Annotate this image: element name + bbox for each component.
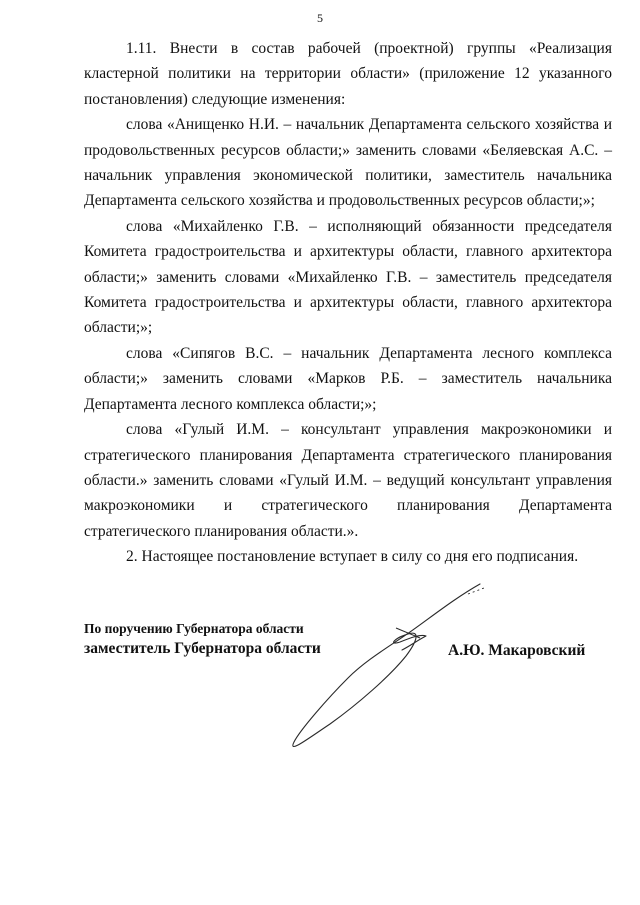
document-body bbox=[84, 36, 612, 570]
page-number: 5 bbox=[317, 11, 323, 25]
handwritten-signature-icon bbox=[270, 580, 490, 750]
paragraph-replace-mikhaylenko: слова «Михайленко Г.В. – исполняющий обязанности председателя Комитета градостроительства и архитектуры области, главного архитектора области;» заменить словами «Михайленко Г.В. – заместитель председателя Комитета градостроительства и архитектуры области, главного архитектора области;»; bbox=[84, 217, 612, 337]
signature-authority-line: По поручению Губернатора области bbox=[84, 621, 304, 636]
paragraph-replace-sipyagov: слова «Сипягов В.С. – начальник Департамента лесного комплекса области;» заменить словами «Марков Р.Б. – заместитель начальника Департамента лесного комплекса области;»; bbox=[84, 344, 612, 413]
signature-position-line: заместитель Губернатора области bbox=[84, 640, 321, 657]
paragraph-replace-guly: слова «Гулый И.М. – консультант управления макроэкономики и стратегического планирования Департамента стратегического планирования области.» заменить словами «Гулый И.М. – ведущий консультант управления макроэкономики и стратегического планирования Департамента стратегического планирования области.». bbox=[84, 421, 612, 540]
paragraph-item-1-11: 1.11. Внести в состав рабочей (проектной) группы «Реализация кластерной политики на территории области» (приложение 12 указанного постановления) следующие изменения: bbox=[84, 40, 612, 108]
paragraph-replace-anishchenko: слова «Анищенко Н.И. – начальник Департамента сельского хозяйства и продовольственных ресурсов области;» заменить словами «Беляевская А.С. – начальник управления экономической политики, заместитель начальника Департамента сельского хозяйства и продовольственных ресурсов области;»; bbox=[84, 116, 612, 210]
signer-name: А.Ю. Макаровский bbox=[448, 642, 586, 659]
paragraph-effective-date: 2. Настоящее постановление вступает в силу со дня его подписания. bbox=[126, 548, 579, 566]
